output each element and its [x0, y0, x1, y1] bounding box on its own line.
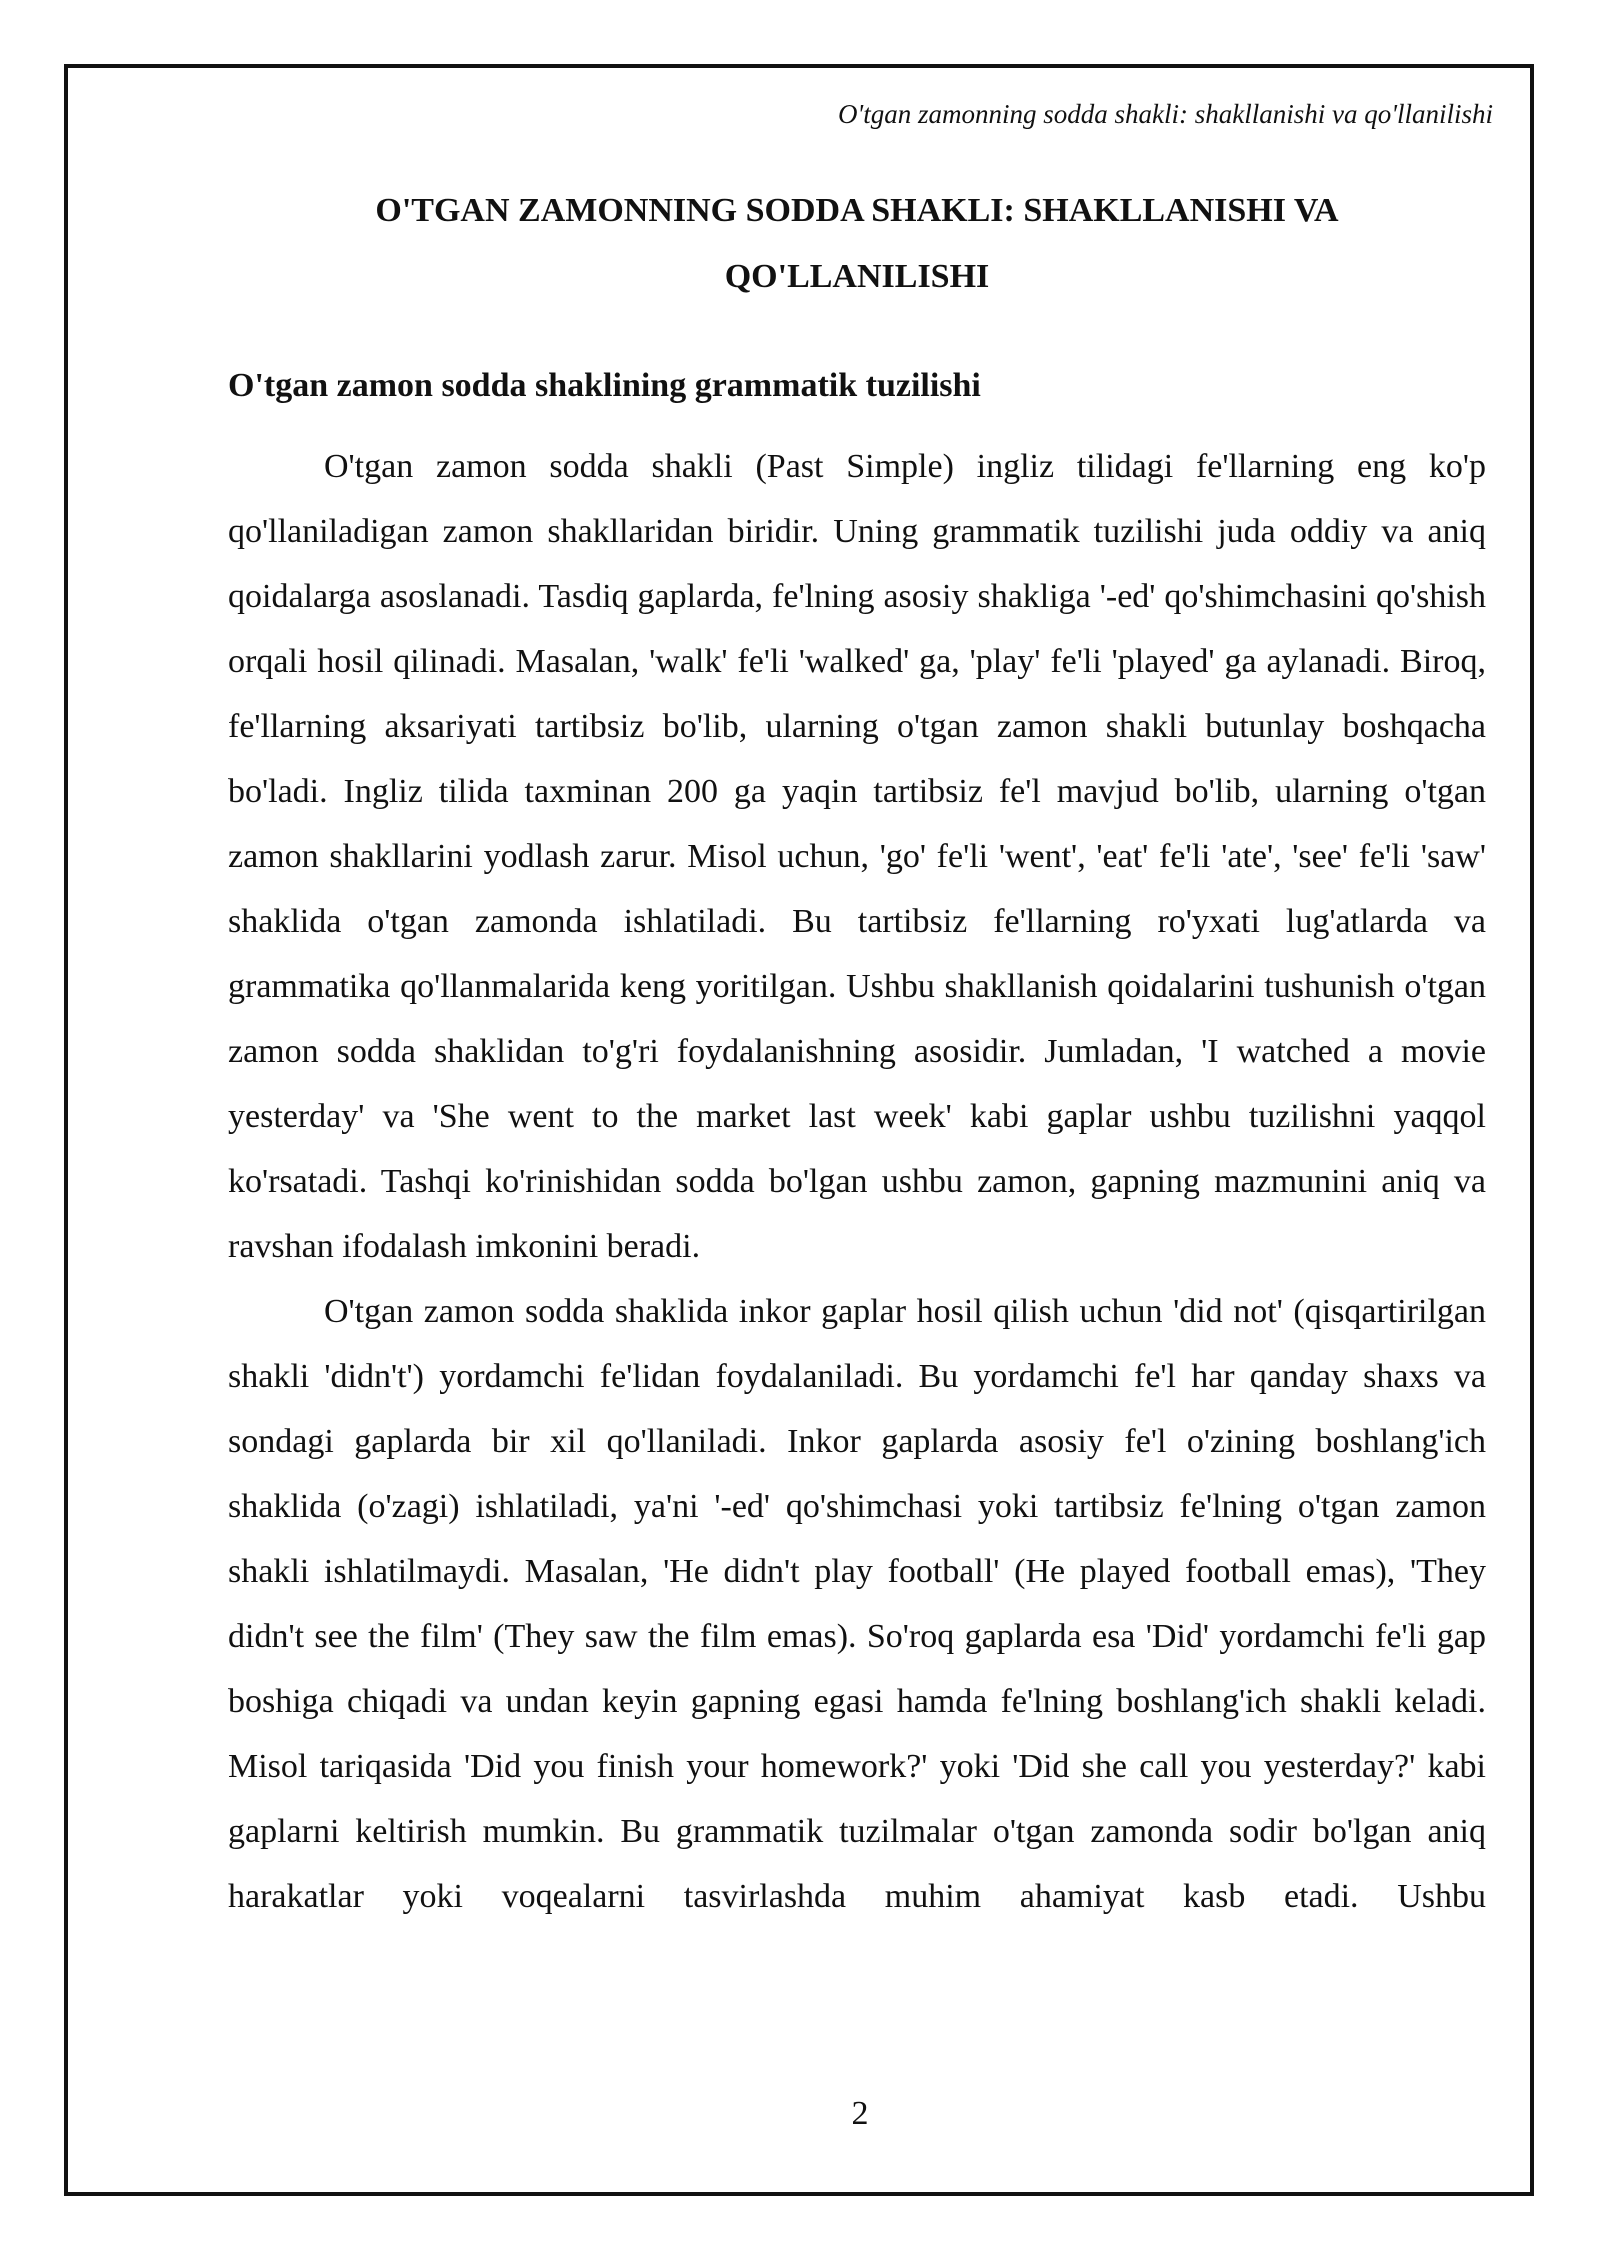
section-heading: O'tgan zamon sodda shaklining grammatik tuzilishi [228, 367, 981, 404]
document-title-line-2: QO'LLANILISHI [724, 258, 990, 295]
paragraph-2: O'tgan zamon sodda shaklida inkor gaplar hosil qilish uchun 'did not' (qisqartirilgan shakli 'didn't') yordamchi fe'lidan foydalaniladi. Bu yordamchi fe'l har qanday shaxs va sondagi gaplarda bir xil qo'llaniladi. Inkor gaplarda asosiy fe'l o'zining boshlang'ich shaklida (o'zagi) ishlatiladi, ya'ni '-ed' qo'shimchasi yoki tartibsiz fe'lning o'tgan zamon shakli ishlatilmaydi. Masalan, 'He didn't play football' (He played football emas), 'They didn't see the film' (They saw the film emas). So'roq gaplarda esa 'Did' yordamchi fe'li gap boshiga chiqadi va undan keyin gapning egasi hamda fe'lning boshlang'ich shakli keladi. Misol tariqasida 'Did you finish your homework?' yoki 'Did she call you yesterday?' kabi gaplarni keltirish mumkin. Bu grammatik tuzilmalar o'tgan zamonda sodir bo'lgan aniq harakatlar yoki voqealarni tasvirlashda muhim ahamiyat kasb etadi. Ushbu [228, 1293, 1486, 1915]
document-title-line-1: O'TGAN ZAMONNING SODDA SHAKLI: SHAKLLANISHI VA [375, 192, 1339, 229]
document-title [228, 178, 1486, 310]
paragraph-1: O'tgan zamon sodda shakli (Past Simple) ingliz tilidagi fe'llarning eng ko'p qo'llaniladigan zamon shakllaridan biridir. Uning grammatik tuzilishi juda oddiy va aniq qoidalarga asoslanadi. Tasdiq gaplarda, fe'lning asosiy shakliga '-ed' qo'shimchasini qo'shish orqali hosil qilinadi. Masalan, 'walk' fe'li 'walked' ga, 'play' fe'li 'played' ga aylanadi. Biroq, fe'llarning aksariyati tartibsiz bo'lib, ularning o'tgan zamon shakli butunlay boshqacha bo'ladi. Ingliz tilida taxminan 200 ga yaqin tartibsiz fe'l mavjud bo'lib, ularning o'tgan zamon shakllarini yodlash zarur. Misol uchun, 'go' fe'li 'went', 'eat' fe'li 'ate', 'see' fe'li 'saw' shaklida o'tgan zamonda ishlatiladi. Bu tartibsiz fe'llarning ro'yxati lug'atlarda va grammatika qo'llanmalarida keng yoritilgan. Ushbu shakllanish qoidalarini tushunish o'tgan zamon sodda shaklidan to'g'ri foydalanishning asosidir. Jumladan, 'I watched a movie yesterday' va 'She went to the market last week' kabi gaplar ushbu tuzilishni yaqqol ko'rsatadi. Tashqi ko'rinishidan sodda bo'lgan ushbu zamon, gapning mazmunini aniq va ravshan ifodalash imkonini beradi. [228, 448, 1486, 1265]
body-text [228, 434, 1486, 1929]
page-number: 2 [851, 2095, 869, 2132]
running-header: O'tgan zamonning sodda shakli: shakllanishi va qo'llanilishi [837, 99, 1493, 129]
